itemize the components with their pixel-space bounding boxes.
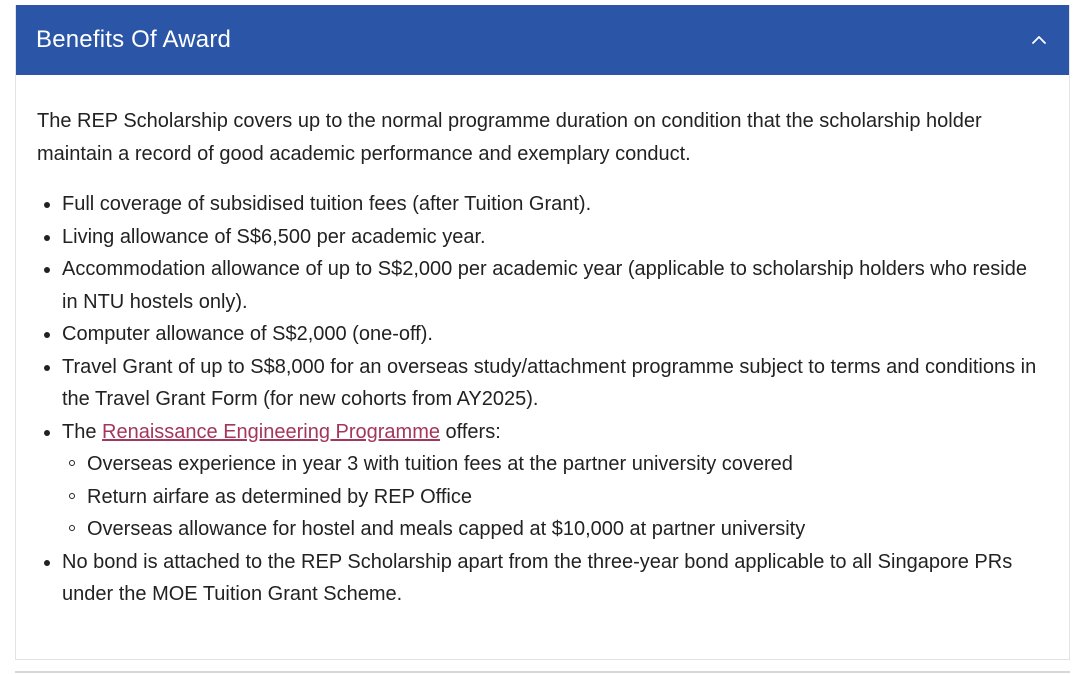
divider <box>15 671 1070 673</box>
rep-programme-link[interactable]: Renaissance Engineering Programme <box>102 420 440 443</box>
chevron-up-icon[interactable] <box>1029 30 1049 50</box>
list-item: Travel Grant of up to S$8,000 for an overseas study/attachment programme subject to terms and conditions in the Travel Grant Form (for new cohorts from AY2025). <box>62 351 1047 416</box>
sub-list-item: Overseas allowance for hostel and meals capped at $10,000 at partner university <box>87 513 1047 546</box>
list-item: Living allowance of S$6,500 per academic year. <box>62 221 1047 254</box>
benefits-list <box>37 188 1047 611</box>
rep-prefix: The <box>62 420 103 443</box>
accordion-body <box>16 75 1069 611</box>
list-item: Computer allowance of S$2,000 (one-off). <box>62 318 1047 351</box>
list-item-rep <box>62 416 1047 546</box>
rep-sub-list <box>62 448 1047 546</box>
list-item: Accommodation allowance of up to S$2,000 per academic year (applicable to scholarship holders who reside in NTU hostels only). <box>62 253 1047 318</box>
accordion-header[interactable] <box>16 5 1069 75</box>
sub-list-item: Return airfare as determined by REP Office <box>87 481 1047 514</box>
sub-list-item: Overseas experience in year 3 with tuition fees at the partner university covered <box>87 448 1047 481</box>
benefits-accordion <box>15 5 1070 660</box>
intro-paragraph: The REP Scholarship covers up to the normal programme duration on condition that the scholarship holder maintain a record of good academic performance and exemplary conduct. <box>37 110 982 165</box>
list-item: No bond is attached to the REP Scholarship apart from the three-year bond applicable to all Singapore PRs under the MOE Tuition Grant Scheme. <box>62 546 1047 611</box>
rep-suffix: offers: <box>440 420 501 443</box>
accordion-title: Benefits Of Award <box>36 26 232 53</box>
list-item: Full coverage of subsidised tuition fees (after Tuition Grant). <box>62 188 1047 221</box>
